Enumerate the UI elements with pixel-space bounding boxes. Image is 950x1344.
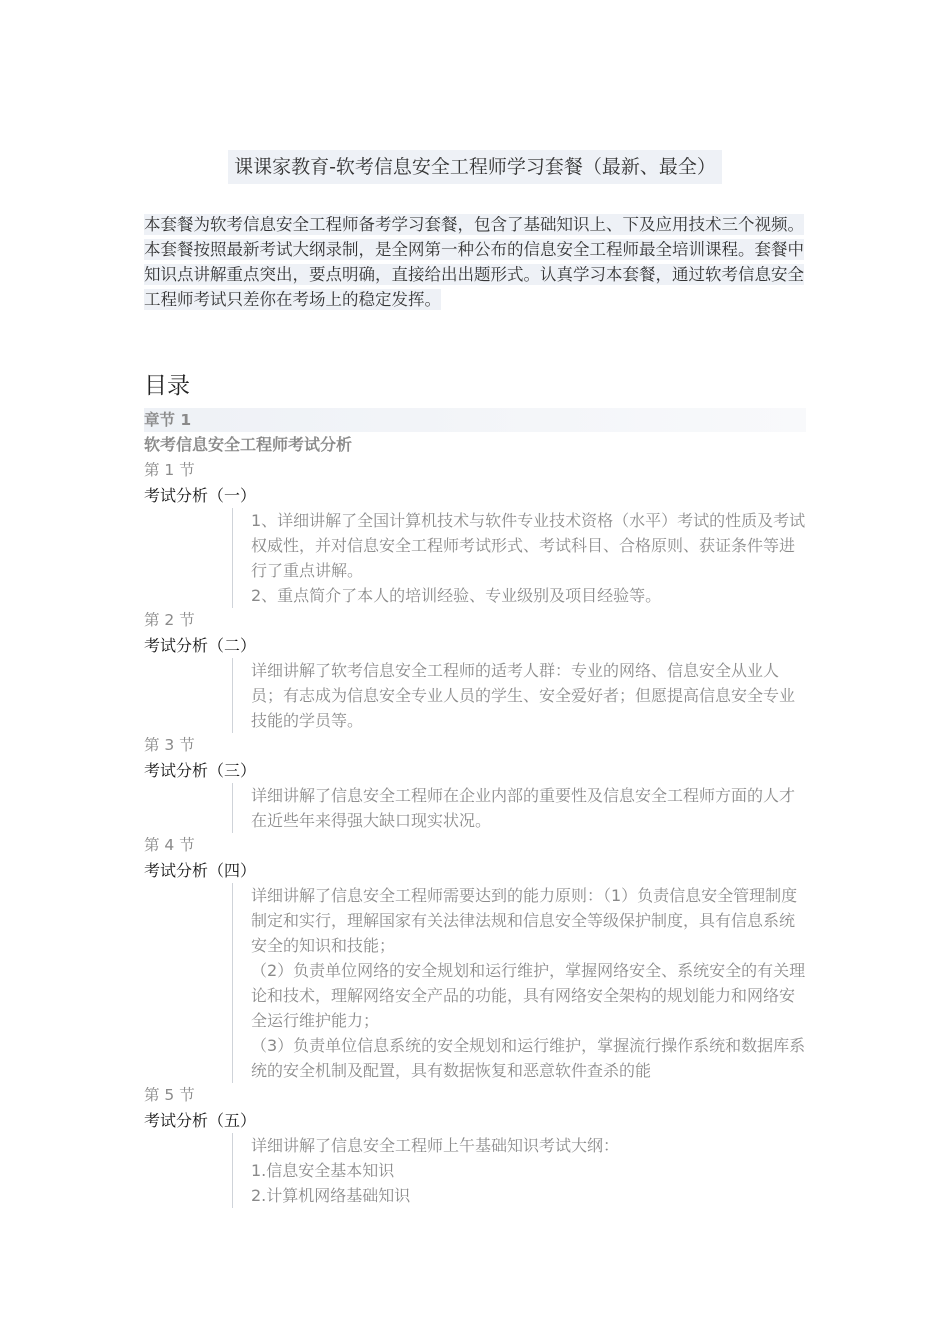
intro-paragraph [144, 212, 806, 312]
section-4 [144, 833, 806, 1083]
section-label: 第 4 节 [144, 836, 195, 854]
description-line: 1.信息安全基本知识 [251, 1161, 395, 1180]
document-page [144, 150, 806, 1208]
section-label: 第 3 节 [144, 736, 195, 754]
toc-heading: 目录 [144, 373, 190, 399]
section-title[interactable]: 考试分析（四） [144, 861, 257, 880]
section-label: 第 5 节 [144, 1086, 195, 1104]
section-label: 第 2 节 [144, 611, 195, 629]
description-line: 详细讲解了信息安全工程师上午基础知识考试大纲： [251, 1136, 620, 1155]
section-description [232, 658, 806, 733]
description-line: （3）负责单位信息系统的安全规划和运行维护，掌握流行操作系统和数据库系统的安全机制及配置，具有数据恢复和恶意软件查杀的能 [251, 1036, 806, 1080]
section-5 [144, 1083, 806, 1208]
section-2 [144, 608, 806, 733]
section-title[interactable]: 考试分析（二） [144, 636, 257, 655]
document-title: 课课家教育-软考信息安全工程师学习套餐（最新、最全） [228, 150, 722, 184]
chapter-title: 软考信息安全工程师考试分析 [144, 435, 353, 454]
section-title[interactable]: 考试分析（五） [144, 1111, 257, 1130]
description-line: 1、详细讲解了全国计算机技术与软件专业技术资格（水平）考试的性质及考试权威性，并对信息安全工程师考试形式、考试科目、合格原则、获证条件等进行了重点讲解。 [251, 511, 806, 580]
title-wrap [144, 150, 806, 184]
section-description [232, 783, 806, 833]
section-label: 第 1 节 [144, 461, 195, 479]
section-description [232, 1133, 806, 1208]
section-title[interactable]: 考试分析（一） [144, 486, 257, 505]
description-line: 详细讲解了信息安全工程师在企业内部的重要性及信息安全工程师方面的人才在近些年来得强大缺口现实状况。 [251, 786, 796, 830]
description-line: （2）负责单位网络的安全规划和运行维护，掌握网络安全、系统安全的有关理论和技术，理解网络安全产品的功能，具有网络安全架构的规划能力和网络安全运行维护能力； [251, 961, 806, 1030]
chapter-label: 章节 1 [144, 408, 806, 432]
intro-text: 本套餐为软考信息安全工程师备考学习套餐，包含了基础知识上、下及应用技术三个视频。本套餐按照最新考试大纲录制，是全网第一种公布的信息安全工程师最全培训课程。套餐中知识点讲解重点突出，要点明确，直接给出出题形式。认真学习本套餐，通过软考信息安全工程师考试只差你在考场上的稳定发挥。 [144, 215, 804, 309]
description-line: 详细讲解了软考信息安全工程师的适考人群：专业的网络、信息安全从业人员；有志成为信息安全专业人员的学生、安全爱好者；但愿提高信息安全专业技能的学员等。 [251, 661, 796, 730]
description-line: 详细讲解了信息安全工程师需要达到的能力原则：（1）负责信息安全管理制度制定和实行，理解国家有关法律法规和信息安全等级保护制度，具有信息系统安全的知识和技能； [251, 886, 798, 955]
section-title[interactable]: 考试分析（三） [144, 761, 257, 780]
section-description [232, 508, 806, 608]
description-line: 2、重点简介了本人的培训经验、专业级别及项目经验等。 [251, 586, 662, 605]
section-1 [144, 458, 806, 608]
section-description [232, 883, 806, 1083]
section-3 [144, 733, 806, 833]
description-line: 2.计算机网络基础知识 [251, 1186, 411, 1205]
